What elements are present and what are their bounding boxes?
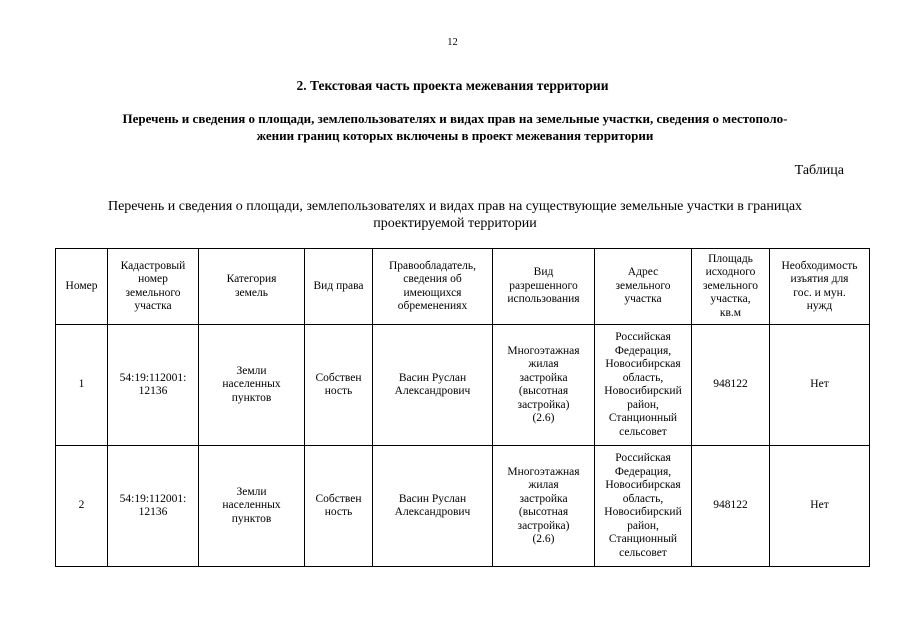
table-cell (770, 446, 870, 567)
cell-line: (высотная (518, 385, 569, 397)
table-body (56, 325, 870, 567)
table-caption: Таблица (794, 163, 844, 178)
column-header (56, 249, 108, 325)
cell-line: земельного (702, 279, 759, 292)
table-cell (56, 446, 108, 567)
column-header (373, 249, 493, 325)
cell-line: Нет (810, 378, 829, 391)
cell-line: 12136 (138, 385, 168, 397)
cell-line: земель (234, 286, 268, 299)
cell-line: 54:19:112001: (119, 371, 187, 384)
column-header (108, 249, 199, 325)
cell-line: Вид права (313, 279, 364, 292)
cell-line: кв.м (719, 306, 742, 319)
cell-line: Многоэтажная (507, 344, 580, 357)
cell-line: (2.6) (532, 412, 555, 424)
table-cell (199, 325, 305, 446)
cell-line: Собствен (315, 492, 362, 505)
cell-line: сведения об (403, 273, 462, 285)
document-subtitle (60, 111, 850, 144)
cell-line: обременениях (397, 300, 468, 312)
table-cell (305, 446, 373, 567)
cell-line: 1 (78, 378, 85, 391)
table-cell (770, 325, 870, 446)
cell-line: Необходимость (781, 259, 858, 272)
cell-line: использования (507, 293, 580, 306)
cell-line: 54:19:112001: (119, 492, 187, 505)
section-title: 2. Текстовая часть проекта межевания территории (296, 78, 609, 93)
cell-line: застройка) (517, 519, 570, 532)
cell-line: Васин Руслан (398, 371, 467, 384)
cell-line: Российская (615, 452, 671, 464)
cell-line: сельсовет (619, 546, 667, 559)
cell-line: нужд (806, 300, 833, 312)
cell-line: Александрович (394, 506, 471, 518)
cell-line: жилая (528, 358, 559, 370)
cell-line: Вид (533, 266, 554, 279)
cell-line: Земли (236, 485, 267, 498)
cell-line: ность (324, 385, 353, 397)
table-heading-line: Перечень и сведения о площади, землепользователях и видах прав на существующие земельные участки в границах (107, 199, 803, 214)
land-plots-table (55, 248, 870, 567)
cell-line: Адрес (627, 266, 659, 279)
cell-line: Федерация, (614, 344, 672, 357)
cell-line: участка (624, 293, 662, 306)
cell-line: населенных (222, 378, 281, 391)
table-cell (108, 446, 199, 567)
cell-line: участка, (710, 293, 751, 306)
cell-line: земельного (615, 279, 671, 292)
cell-line: Новосибирская (605, 479, 681, 491)
cell-line: область, (622, 371, 664, 384)
cell-line: гос. и мун. (793, 286, 846, 299)
table-row (56, 446, 870, 567)
cell-line: застройка (519, 371, 568, 384)
column-header (199, 249, 305, 325)
cell-line: исходного (705, 266, 756, 279)
cell-line: (2.6) (532, 533, 555, 545)
cell-line: Многоэтажная (507, 465, 580, 478)
cell-line: жилая (528, 479, 559, 491)
cell-line: Новосибирский (604, 385, 682, 397)
cell-line: сельсовет (619, 425, 667, 438)
table-header-row (56, 249, 870, 325)
cell-line: Александрович (394, 385, 471, 397)
column-header (305, 249, 373, 325)
cell-line: пунктов (231, 512, 272, 525)
cell-line: Новосибирский (604, 506, 682, 518)
table-cell (108, 325, 199, 446)
cell-line: участка (134, 300, 172, 312)
table-cell (493, 446, 595, 567)
cell-line: имеющихся (403, 286, 462, 299)
cell-line: разрешенного (509, 279, 578, 292)
cell-line: земельного (125, 286, 181, 299)
cell-line: изъятия для (790, 273, 849, 285)
table-cell (56, 325, 108, 446)
page-number: 12 (447, 37, 458, 48)
cell-line: район, (627, 398, 659, 411)
cell-line: (высотная (518, 506, 569, 518)
table-cell (305, 325, 373, 446)
cell-line: Собствен (315, 371, 362, 384)
column-header (493, 249, 595, 325)
column-header (770, 249, 870, 325)
cell-line: 948122 (713, 499, 748, 512)
cell-line: Площадь (708, 252, 753, 265)
table-cell (493, 325, 595, 446)
cell-line: Российская (615, 331, 671, 343)
table-cell (692, 446, 770, 567)
cell-line: Васин Руслан (398, 492, 467, 505)
subtitle-line: жении границ которых включены в проект межевания территории (256, 127, 654, 143)
table-cell (595, 325, 692, 446)
table-cell (692, 325, 770, 446)
cell-line: застройка (519, 492, 568, 505)
column-header (595, 249, 692, 325)
cell-line: номер (138, 273, 168, 285)
subtitle-line: Перечень и сведения о площади, землепользователях и видах прав на земельные участки, сведения о местополо- (122, 111, 788, 126)
cell-line: пунктов (231, 391, 272, 404)
table-cell (373, 325, 493, 446)
cell-line: Федерация, (614, 465, 672, 478)
column-header (692, 249, 770, 325)
cell-line: Нет (810, 499, 829, 512)
cell-line: область, (622, 492, 664, 505)
cell-line: Земли (236, 364, 267, 377)
table-cell (199, 446, 305, 567)
cell-line: район, (627, 519, 659, 532)
cell-line: 2 (78, 499, 85, 512)
cell-line: Станционный (608, 533, 678, 545)
table-heading-line: проектируемой территории (373, 216, 537, 231)
cell-line: ность (324, 506, 353, 518)
table-row (56, 325, 870, 446)
cell-line: населенных (222, 499, 281, 512)
cell-line: Категория (226, 273, 277, 285)
cell-line: застройка) (517, 398, 570, 411)
table-heading (60, 198, 850, 232)
table-cell (373, 446, 493, 567)
cell-line: Новосибирская (605, 358, 681, 370)
cell-line: Станционный (608, 412, 678, 424)
table-cell (595, 446, 692, 567)
cell-line: 948122 (713, 378, 748, 391)
cell-line: Номер (65, 279, 98, 292)
cell-line: Кадастровый (120, 259, 186, 272)
cell-line: Правообладатель, (388, 259, 477, 272)
cell-line: 12136 (138, 506, 168, 518)
